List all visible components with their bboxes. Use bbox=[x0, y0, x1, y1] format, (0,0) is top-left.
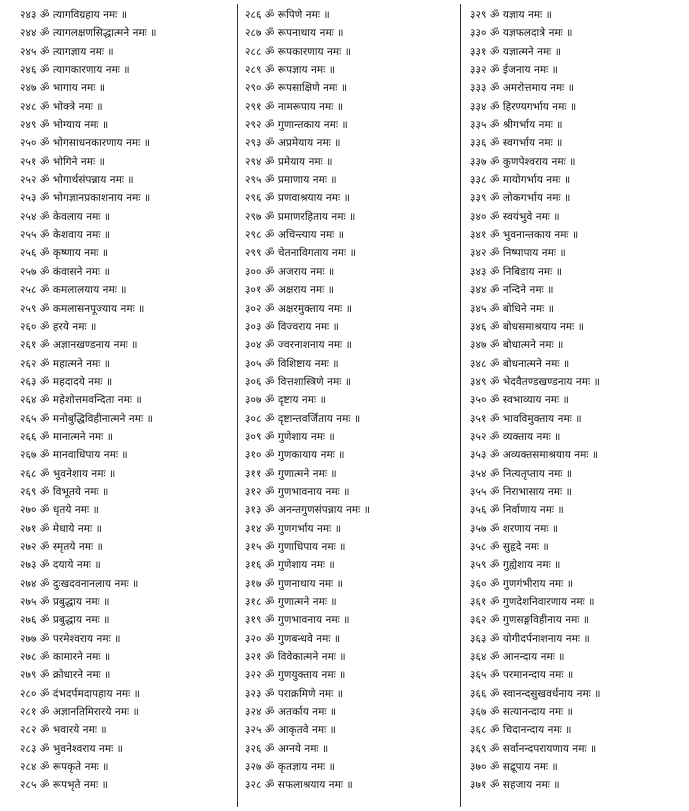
mantra-line: ३५८ ॐ सुहृदे नमः ॥ bbox=[470, 540, 549, 553]
mantra-line: २९७ ॐ प्रमाणरहिताय नमः ॥ bbox=[245, 210, 356, 223]
mantra-line: २८८ ॐ रूपकारणाय नमः ॥ bbox=[245, 45, 352, 58]
mantra-line: ३४७ ॐ बोधात्मने नमः ॥ bbox=[470, 339, 564, 352]
mantra-line: २५० ॐ भोगसाधनकारणाय नमः ॥ bbox=[20, 137, 151, 150]
mantra-line: ३२६ ॐ अग्नये नमः ॥ bbox=[245, 742, 329, 755]
mantra-line: २९१ ॐ नामरूपाय नमः ॥ bbox=[245, 100, 344, 113]
mantra-line: २४६ ॐ त्यागकारणाय नमः ॥ bbox=[20, 64, 130, 77]
mantra-line: २९४ ॐ प्रमेयाय नमः ॥ bbox=[245, 155, 333, 168]
mantra-line: २६९ ॐ विभूतये नमः ॥ bbox=[20, 485, 109, 498]
mantra-line: ३१२ ॐ गुणभावनाय नमः ॥ bbox=[245, 485, 350, 498]
mantra-line: ३२८ ॐ सफलाश्रयाय नमः ॥ bbox=[245, 779, 353, 792]
mantra-line: २६८ ॐ भुवनेशाय नमः ॥ bbox=[20, 467, 116, 480]
mantra-line: ३१९ ॐ गुणभावनाय नमः ॥ bbox=[245, 614, 350, 627]
mantra-line: ३६४ ॐ आनन्दाय नमः ॥ bbox=[470, 651, 565, 664]
mantra-line: २५६ ॐ कृष्णाय नमः ॥ bbox=[20, 247, 109, 260]
mantra-line: २५९ ॐ कमलासनपूज्याय नमः ॥ bbox=[20, 302, 145, 315]
mantra-line: ३५७ ॐ शरणाय नमः ॥ bbox=[470, 522, 559, 535]
mantra-line: ३०६ ॐ वित्तशास्त्रिणे नमः ॥ bbox=[245, 375, 352, 388]
mantra-line: ३५५ ॐ निराभासाय नमः ॥ bbox=[470, 485, 572, 498]
mantra-line: २६५ ॐ मनोबुद्धिविहीनात्मने नमः ॥ bbox=[20, 412, 153, 425]
mantra-line: ३६५ ॐ परमानन्दाय नमः ॥ bbox=[470, 669, 574, 682]
mantra-line: ३६० ॐ गुणगंभीराय नमः ॥ bbox=[470, 577, 574, 590]
mantra-line: २७१ ॐ मेधाये नमः ॥ bbox=[20, 522, 102, 535]
mantra-line: २८३ ॐ भुवनेश्वराय नमः ॥ bbox=[20, 742, 124, 755]
mantra-line: २५१ ॐ भोगिने नमः ॥ bbox=[20, 155, 105, 168]
mantra-line: २६३ ॐ महदादये नमः ॥ bbox=[20, 375, 113, 388]
names-column-2 bbox=[245, 6, 457, 806]
mantra-line: २८१ ॐ अज्ञानतिमिरारये नमः ॥ bbox=[20, 706, 139, 719]
mantra-line: २८४ ॐ रूपकृते नमः ॥ bbox=[20, 761, 109, 774]
mantra-line: ३२२ ॐ गुणयुक्ताय नमः ॥ bbox=[245, 669, 346, 682]
mantra-line: २५७ ॐ कंवासने नमः ॥ bbox=[20, 265, 110, 278]
mantra-line: ३७० ॐ सद्रूपाय नमः ॥ bbox=[470, 761, 558, 774]
mantra-line: ३५२ ॐ व्यक्ताय नमः ॥ bbox=[470, 430, 561, 443]
mantra-line: ३४९ ॐ भेदवैतण्डखण्डनाय नमः ॥ bbox=[470, 375, 600, 388]
mantra-line: ३०७ ॐ दृष्टाय नमः ॥ bbox=[245, 394, 326, 407]
mantra-line: ३३३ ॐ अमरोत्तमाय नमः ॥ bbox=[470, 82, 575, 95]
mantra-line: ३४६ ॐ बोधसमाश्रयाय नमः ॥ bbox=[470, 320, 585, 333]
mantra-line: ३३४ ॐ हिरण्यगर्भाय नमः ॥ bbox=[470, 100, 577, 113]
names-column-3 bbox=[470, 6, 682, 806]
mantra-line: २७९ ॐ क्रोधारने नमः ॥ bbox=[20, 669, 111, 682]
mantra-line: ३४५ ॐ बोधिने नमः ॥ bbox=[470, 302, 555, 315]
mantra-line: २४३ ॐ त्यागविग्रहाय नमः ॥ bbox=[20, 9, 128, 21]
column-divider-right bbox=[460, 4, 461, 807]
mantra-line: ३२४ ॐ अतर्काय नमः ॥ bbox=[245, 706, 337, 719]
mantra-line: २८७ ॐ रूपनाथाय नमः ॥ bbox=[245, 27, 344, 40]
mantra-line: २८६ ॐ रूपिणे नमः ॥ bbox=[245, 9, 330, 21]
mantra-line: ३५९ ॐ गुह्येशाय नमः ॥ bbox=[470, 559, 561, 572]
mantra-line: ३२३ ॐ पराक्रमिणे नमः ॥ bbox=[245, 687, 344, 700]
mantra-line: ३०४ ॐ ज्वरनाशनाय नमः ॥ bbox=[245, 339, 352, 352]
mantra-line: ३०८ ॐ दृष्टान्तवर्जिताय नमः ॥ bbox=[245, 412, 361, 425]
mantra-line: ३३० ॐ यज्ञफलदात्रे नमः ॥ bbox=[470, 27, 573, 40]
mantra-line: ३३७ ॐ कुणपेश्वराय नमः ॥ bbox=[470, 155, 576, 168]
mantra-line: ३४४ ॐ नन्दिने नमः ॥ bbox=[470, 284, 554, 297]
mantra-line: २५५ ॐ केशवाय नमः ॥ bbox=[20, 229, 111, 242]
mantra-line: ३६८ ॐ चिदानन्दाय नमः ॥ bbox=[470, 724, 572, 737]
mantra-line: ३२५ ॐ आकृतवे नमः ॥ bbox=[245, 724, 336, 737]
mantra-line: २५८ ॐ कमलालयाय नमः ॥ bbox=[20, 284, 127, 297]
mantra-line: ३४२ ॐ निष्पापाय नमः ॥ bbox=[470, 247, 566, 260]
mantra-line: ३१७ ॐ गुणनाथाय नमः ॥ bbox=[245, 577, 343, 590]
mantra-line: ३६२ ॐ गुणसङ्गविहीनाय नमः ॥ bbox=[470, 614, 590, 627]
names-column-1 bbox=[20, 6, 232, 806]
mantra-line: २६७ ॐ मानवाधिपाय नमः ॥ bbox=[20, 449, 128, 462]
mantra-line: ३७१ ॐ सहजाय नमः ॥ bbox=[470, 779, 560, 792]
mantra-line: ३६६ ॐ स्वानन्दसुखवर्धनाय नमः ॥ bbox=[470, 687, 601, 700]
mantra-line: ३३२ ॐ ईजनाय नमः ॥ bbox=[470, 64, 558, 77]
mantra-line: २७४ ॐ दुःखदवनानलाय नमः ॥ bbox=[20, 577, 139, 590]
mantra-line: ३०५ ॐ विशिष्टाय नमः ॥ bbox=[245, 357, 339, 370]
mantra-line: ३६३ ॐ योगीदर्पनाशनाय नमः ॥ bbox=[470, 632, 590, 645]
mantra-line: २७३ ॐ दयाये नमः ॥ bbox=[20, 559, 101, 572]
mantra-line: ३०१ ॐ अक्षराय नमः ॥ bbox=[245, 284, 335, 297]
mantra-line: २९८ ॐ अचिन्त्याय नमः ॥ bbox=[245, 229, 345, 242]
mantra-line: २८२ ॐ भवारये नमः ॥ bbox=[20, 724, 107, 737]
mantra-line: २८० ॐ दंभदर्पमदापहाय नमः ॥ bbox=[20, 687, 140, 700]
mantra-line: २९२ ॐ गुणान्तकाय नमः ॥ bbox=[245, 119, 348, 132]
mantra-line: ३४० ॐ स्वयंभुवे नमः ॥ bbox=[470, 210, 560, 223]
mantra-line: ३३८ ॐ मायोगर्भाय नमः ॥ bbox=[470, 174, 571, 187]
mantra-line: २६० ॐ हरये नमः ॥ bbox=[20, 320, 97, 333]
mantra-line: २४५ ॐ त्यागज्ञाय नमः ॥ bbox=[20, 45, 114, 58]
mantra-line: २९९ ॐ चेतनाविगताय नमः ॥ bbox=[245, 247, 356, 260]
mantra-line: २५३ ॐ भोगज्ञानप्रकाशनाय नमः ॥ bbox=[20, 192, 151, 205]
mantra-line: २७० ॐ धृतये नमः ॥ bbox=[20, 504, 99, 517]
mantra-line: ३३९ ॐ लोकगर्भाय नमः ॥ bbox=[470, 192, 571, 205]
mantra-line: २९६ ॐ प्रणवाश्रयाय नमः ॥ bbox=[245, 192, 350, 205]
mantra-line: ३६९ ॐ सर्वानन्दपरायणाय नमः ॥ bbox=[470, 742, 597, 755]
mantra-line: ३०९ ॐ गुणेशाय नमः ॥ bbox=[245, 430, 335, 443]
mantra-line: २७७ ॐ परमेश्वराय नमः ॥ bbox=[20, 632, 121, 645]
mantra-line: ३५१ ॐ भावविमुक्ताय नमः ॥ bbox=[470, 412, 582, 425]
mantra-line: ३६७ ॐ सत्यानन्दाय नमः ॥ bbox=[470, 706, 573, 719]
mantra-line: २६१ ॐ अज्ञानखण्डनाय नमः ॥ bbox=[20, 339, 138, 352]
mantra-line: २७६ ॐ प्रबुद्धाय नमः ॥ bbox=[20, 614, 110, 627]
mantra-line: ३६१ ॐ गुणदेशनिवारणाय नमः ॥ bbox=[470, 596, 595, 608]
mantra-line: ३४१ ॐ भुवनान्तकाय नमः ॥ bbox=[470, 229, 579, 242]
mantra-line: ३१४ ॐ गुणगर्भाय नमः ॥ bbox=[245, 522, 342, 535]
mantra-line: ३४३ ॐ निबिडाय नमः ॥ bbox=[470, 265, 563, 278]
mantra-line: २७२ ॐ स्मृतये नमः ॥ bbox=[20, 540, 103, 553]
mantra-line: २७८ ॐ कामारने नमः ॥ bbox=[20, 651, 111, 664]
mantra-line: ३०३ ॐ विज्वराय नमः ॥ bbox=[245, 320, 339, 333]
mantra-line: २९३ ॐ अप्रमेयाय नमः ॥ bbox=[245, 137, 341, 150]
mantra-line: २९० ॐ रूपसाक्षिणे नमः ॥ bbox=[245, 82, 348, 95]
mantra-line: ३५४ ॐ नित्यतृप्ताय नमः ॥ bbox=[470, 467, 573, 480]
mantra-line: २४८ ॐ भोक्त्रे नमः ॥ bbox=[20, 100, 103, 113]
mantra-line: २६६ ॐ मानात्मने नमः ॥ bbox=[20, 430, 114, 443]
mantra-line: २४४ ॐ त्यागलक्षणसिद्धात्मने नमः ॥ bbox=[20, 27, 157, 40]
mantra-line: २९५ ॐ प्रमाणाय नमः ॥ bbox=[245, 174, 337, 187]
mantra-line: २६४ ॐ महेशोत्तमवन्दिता नमः ॥ bbox=[20, 394, 142, 407]
mantra-line: २८९ ॐ रूपज्ञाय नमः ॥ bbox=[245, 64, 336, 77]
mantra-line: ३१८ ॐ गुणात्मने नमः ॥ bbox=[245, 596, 337, 608]
mantra-line: २४७ ॐ भागाय नमः ॥ bbox=[20, 82, 106, 95]
mantra-line: ३०० ॐ अजराय नमः ॥ bbox=[245, 265, 335, 278]
mantra-line: २८५ ॐ रूपभृते नमः ॥ bbox=[20, 779, 108, 792]
mantra-line: ३२७ ॐ कृतज्ञाय नमः ॥ bbox=[245, 761, 335, 774]
mantra-line: ३३१ ॐ यज्ञात्मने नमः ॥ bbox=[470, 45, 562, 58]
mantra-line: २५२ ॐ भोगार्थसंपन्नाय नमः ॥ bbox=[20, 174, 134, 187]
mantra-line: ३१५ ॐ गुणाधिपाय नमः ॥ bbox=[245, 540, 346, 553]
mantra-line: ३११ ॐ गुणात्मने नमः ॥ bbox=[245, 467, 337, 480]
mantra-line: ३५० ॐ स्वभाव्याय नमः ॥ bbox=[470, 394, 569, 407]
mantra-line: ३४८ ॐ बोधनात्मने नमः ॥ bbox=[470, 357, 570, 370]
mantra-line: २५४ ॐ केवलाय नमः ॥ bbox=[20, 210, 111, 223]
mantra-line: २७५ ॐ प्रबुद्धाय नमः ॥ bbox=[20, 596, 110, 608]
mantra-line: ३१० ॐ गुणकायाय नमः ॥ bbox=[245, 449, 345, 462]
mantra-line: ३३५ ॐ श्रीगर्भाय नमः ॥ bbox=[470, 119, 563, 132]
mantra-line: ३०२ ॐ अक्षरमुक्ताय नमः ॥ bbox=[245, 302, 353, 315]
mantra-line: २६२ ॐ महात्मने नमः ॥ bbox=[20, 357, 111, 370]
mantra-line: ३३६ ॐ स्वगर्भाय नमः ॥ bbox=[470, 137, 563, 150]
mantra-line: ३१३ ॐ अनन्तगुणसंपन्नाय नमः ॥ bbox=[245, 504, 371, 517]
mantra-line: ३५३ ॐ अव्यक्तसमाश्रयाय नमः ॥ bbox=[470, 449, 599, 462]
column-divider-left bbox=[237, 4, 238, 807]
mantra-line: ३१६ ॐ गुणेशाय नमः ॥ bbox=[245, 559, 335, 572]
mantra-line: ३२९ ॐ यज्ञाय नमः ॥ bbox=[470, 9, 553, 21]
mantra-line: ३५६ ॐ निर्वाणाय नमः ॥ bbox=[470, 504, 564, 517]
mantra-line: ३२० ॐ गुणबन्धवे नमः ॥ bbox=[245, 632, 341, 645]
mantra-line: ३२१ ॐ विवेकात्मने नमः ॥ bbox=[245, 651, 346, 664]
mantra-line: २४९ ॐ भोग्याय नमः ॥ bbox=[20, 119, 109, 132]
